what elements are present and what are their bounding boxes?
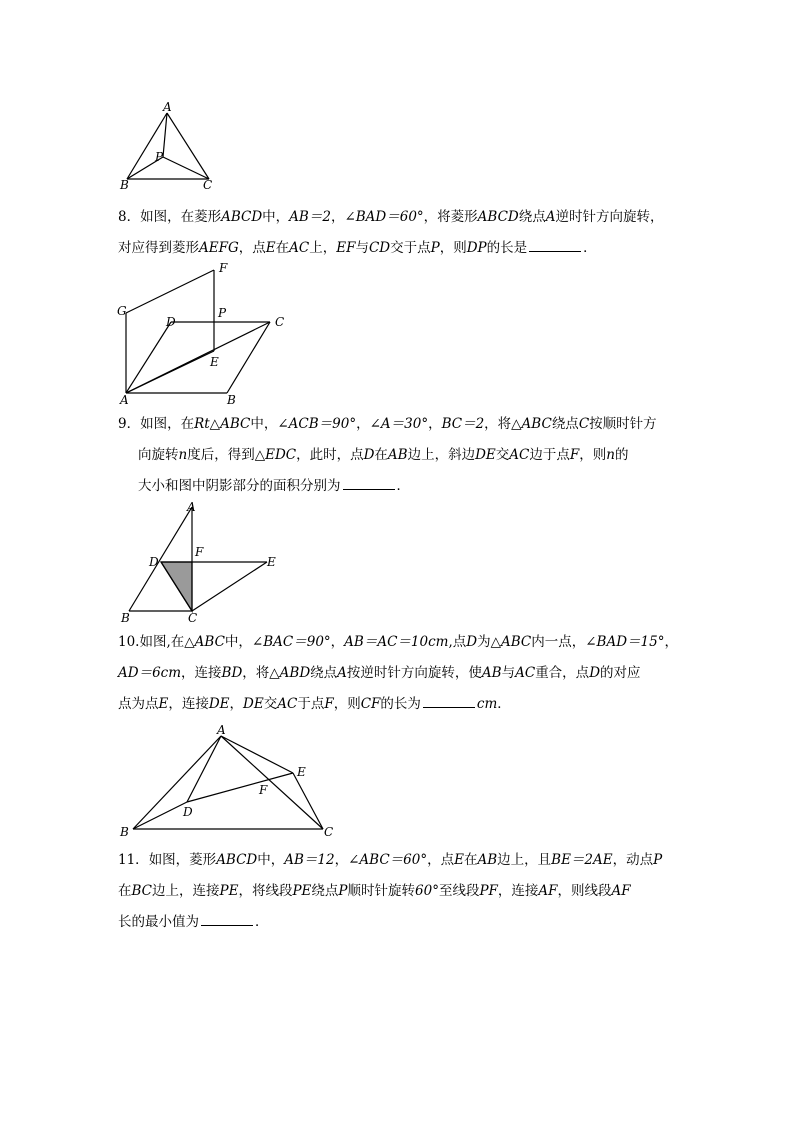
figure-q10-triangle (115, 720, 345, 842)
label-B: B (227, 393, 236, 407)
figure-q9-triangle (115, 498, 285, 626)
label-E: E (210, 355, 219, 369)
answer-blank[interactable] (529, 238, 581, 252)
label-D: D (183, 805, 193, 819)
label-C: C (203, 178, 213, 192)
question-10: 10.如图,在△ABC中，∠BAC＝90°，AB＝AC＝10cm,点D为△ABC内一点，∠BAD＝15°， AD＝6cm，连接BD，将△ABD绕点A按逆时针方向旋转，使AB与AC重合，点D的对应 点为点E，连接DE，DE交AC于点F，则CF的长为 cm． (118, 634, 678, 712)
question-8: 8．如图，在菱形ABCD中，AB＝2，∠BAD＝60°，将菱形ABCD绕点A逆时针方向旋转， 对应得到菱形AEFG，点E在AC上，EF与CD交于点P，则DP的长是 ． (118, 209, 664, 256)
label-D: D (166, 315, 176, 329)
label-C: C (275, 315, 285, 329)
label-P: P (218, 306, 227, 320)
question-11: 11．如图，菱形ABCD中，AB＝12，∠ABC＝60°，点E在AB边上，且BE＝2AE，动点P 在BC边上，连接PE，将线段PE绕点P顺时针旋转60°至线段PF，连接AF，则线段AF 长的最小值为 ． (118, 852, 663, 930)
question-9: 9．如图，在Rt△ABC中，∠ACB＝90°，∠A＝30°，BC＝2，将△ABC绕点C按顺时针方 向旋转n度后，得到△EDC，此时，点D在AB边上，斜边DE交AC边于点F，则n的 大小和图中阴影部分的面积分别为 ． (118, 416, 657, 494)
label-F: F (195, 545, 204, 559)
label-P: P (155, 150, 164, 164)
label-A: A (187, 500, 196, 514)
label-C: C (324, 825, 334, 839)
label-B: B (121, 611, 130, 625)
label-B: B (120, 178, 129, 192)
label-C: C (188, 611, 198, 625)
label-G: G (117, 304, 127, 318)
label-F: F (259, 783, 268, 797)
label-A: A (217, 723, 226, 737)
label-B: B (120, 825, 129, 839)
figure-q7-triangle (115, 100, 225, 195)
answer-blank[interactable] (343, 476, 395, 490)
label-E: E (267, 555, 276, 569)
label-D: D (149, 555, 159, 569)
answer-blank[interactable] (201, 912, 253, 926)
figure-q8-rhombus (112, 258, 302, 406)
answer-blank[interactable] (423, 694, 475, 708)
label-A: A (163, 100, 172, 114)
label-F: F (219, 261, 228, 275)
label-A: A (120, 393, 129, 407)
label-E: E (297, 765, 306, 779)
